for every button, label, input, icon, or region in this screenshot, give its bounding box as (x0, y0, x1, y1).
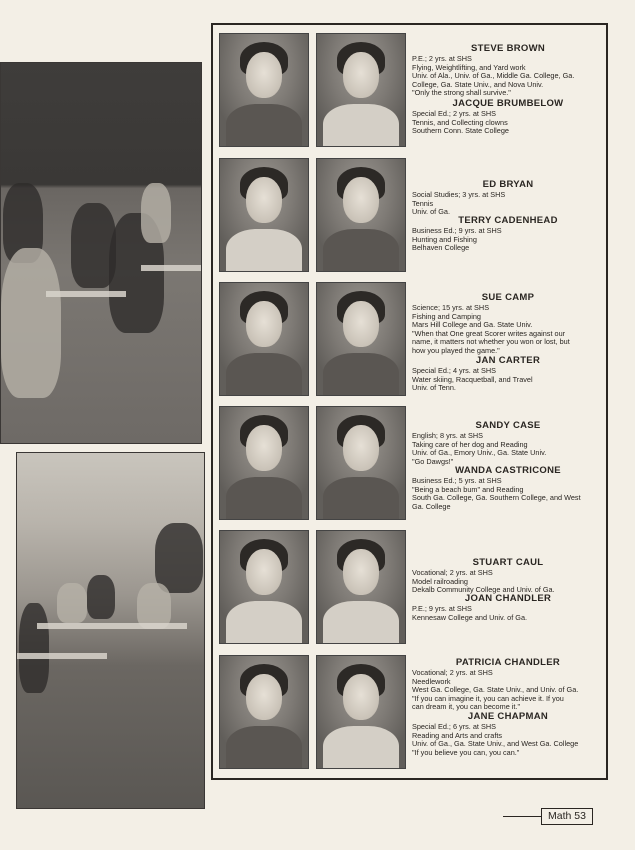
bio-line: "Only the strong shall survive." (412, 88, 511, 98)
bio-line: Ga. College (412, 501, 451, 511)
bio-line: Kennesaw College and Univ. of Ga. (412, 612, 528, 622)
bio-line: "When that One great Scorer writes against our (412, 328, 566, 338)
portrait-joan-chandler (316, 530, 406, 644)
bio-line: Univ. of Ga., Ga. State Univ., and West Ga. College (412, 739, 579, 749)
folio-label: Math 53 (541, 808, 593, 825)
bio-terry-cadenhead (412, 215, 604, 253)
bio-line: Business Ed.; 5 yrs. at SHS (412, 476, 502, 485)
bio-line: P.E.; 9 yrs. at SHS (412, 604, 472, 613)
page-folio (503, 808, 593, 824)
bio-line: "Go Dawgs!" (412, 456, 454, 466)
bio-line: Special Ed.; 4 yrs. at SHS (412, 366, 496, 375)
bio-line: "If you believe you can, you can." (412, 747, 520, 757)
bio-line: Special Ed.; 2 yrs. at SHS (412, 109, 496, 118)
bio-line: Southern Conn. State College (412, 126, 509, 136)
portrait-sandy-case (219, 406, 309, 520)
bio-line: Reading and Arts and crafts (412, 730, 503, 740)
bio-sue-camp (412, 292, 604, 356)
bio-line: Water skiing, Racquetball, and Travel (412, 374, 533, 384)
bio-wanda-castricone (412, 465, 604, 511)
portrait-stuart-caul (219, 530, 309, 644)
folio-rule (503, 816, 541, 817)
bio-steve-brown (412, 43, 604, 98)
staff-name: SUE CAMP (481, 292, 535, 303)
bio-joan-chandler (412, 593, 604, 622)
bio-line: Flying, Weightlifting, and Yard work (412, 62, 526, 72)
bio-ed-bryan (412, 179, 604, 217)
staff-name: ED BRYAN (482, 179, 534, 190)
bio-line: Hunting and Fishing (412, 234, 477, 244)
bio-line: Univ. of Tenn. (412, 383, 456, 393)
bio-line: Fishing and Camping (412, 311, 481, 321)
portrait-jane-chapman (316, 655, 406, 769)
bio-line: Univ. of Ala., Univ. of Ga., Middle Ga. College, Ga. (412, 71, 575, 81)
bio-line: Social Studies; 3 yrs. at SHS (412, 190, 506, 199)
portrait-jacque-brumbelow (316, 33, 406, 147)
bio-line: name, it matters not whether you won or lost, but (412, 337, 570, 347)
bio-line: Business Ed.; 9 yrs. at SHS (412, 226, 502, 235)
staff-name: PATRICIA CHANDLER (455, 657, 561, 668)
staff-name: WANDA CASTRICONE (455, 465, 561, 476)
classroom-photo-bottom (16, 452, 205, 809)
portrait-patricia-chandler (219, 655, 309, 769)
bio-line: "Being a beach bum" and Reading (412, 484, 524, 494)
bio-stuart-caul (412, 557, 604, 595)
bio-line: Univ. of Ga., Emory Univ., Ga. State Univ. (412, 448, 547, 458)
bio-line: West Ga. College, Ga. State Univ., and Univ. of Ga. (412, 685, 579, 695)
bio-line: Taking care of her dog and Reading (412, 439, 528, 449)
bio-line: how you played the game." (412, 345, 500, 355)
staff-name: JACQUE BRUMBELOW (452, 98, 564, 109)
bio-line: "If you can imagine it, you can achieve it. If you (412, 693, 564, 703)
bio-line: Dekalb Community College and Univ. of Ga. (412, 585, 555, 595)
portrait-steve-brown (219, 33, 309, 147)
bio-line: Belhaven College (412, 243, 470, 253)
bio-line: South Ga. College, Ga. Southern College, and West (412, 493, 581, 503)
bio-line: Model railroading (412, 576, 468, 586)
bio-patricia-chandler (412, 657, 604, 712)
bio-line: can dream it, you can become it." (412, 702, 521, 712)
portrait-ed-bryan (219, 158, 309, 272)
staff-name: TERRY CADENHEAD (458, 215, 558, 226)
bio-jan-carter (412, 355, 604, 393)
portrait-terry-cadenhead (316, 158, 406, 272)
bio-line: Special Ed.; 6 yrs. at SHS (412, 722, 496, 731)
staff-name: JOAN CHANDLER (464, 593, 552, 604)
portrait-wanda-castricone (316, 406, 406, 520)
staff-name: JAN CARTER (475, 355, 541, 366)
bio-line: Vocational; 2 yrs. at SHS (412, 568, 493, 577)
bio-line: Vocational; 2 yrs. at SHS (412, 668, 493, 677)
bio-line: Tennis (412, 198, 434, 208)
bio-line: Univ. of Ga. (412, 207, 450, 217)
bio-line: Science; 15 yrs. at SHS (412, 303, 490, 312)
bio-sandy-case (412, 420, 604, 466)
portrait-jan-carter (316, 282, 406, 396)
staff-name: STUART CAUL (472, 557, 544, 568)
bio-line: Mars Hill College and Ga. State Univ. (412, 320, 533, 330)
classroom-photo-top (0, 62, 202, 444)
staff-name: STEVE BROWN (470, 43, 546, 54)
portrait-sue-camp (219, 282, 309, 396)
bio-jane-chapman (412, 711, 604, 757)
bio-line: P.E.; 2 yrs. at SHS (412, 54, 472, 63)
staff-name: SANDY CASE (475, 420, 541, 431)
bio-line: English; 8 yrs. at SHS (412, 431, 483, 440)
bio-jacque-brumbelow (412, 98, 604, 136)
bio-line: Needlework (412, 676, 451, 686)
bio-line: College, Ga. State Univ., and Nova Univ. (412, 79, 544, 89)
staff-name: JANE CHAPMAN (467, 711, 549, 722)
bio-line: Tennis, and Collecting clowns (412, 117, 508, 127)
